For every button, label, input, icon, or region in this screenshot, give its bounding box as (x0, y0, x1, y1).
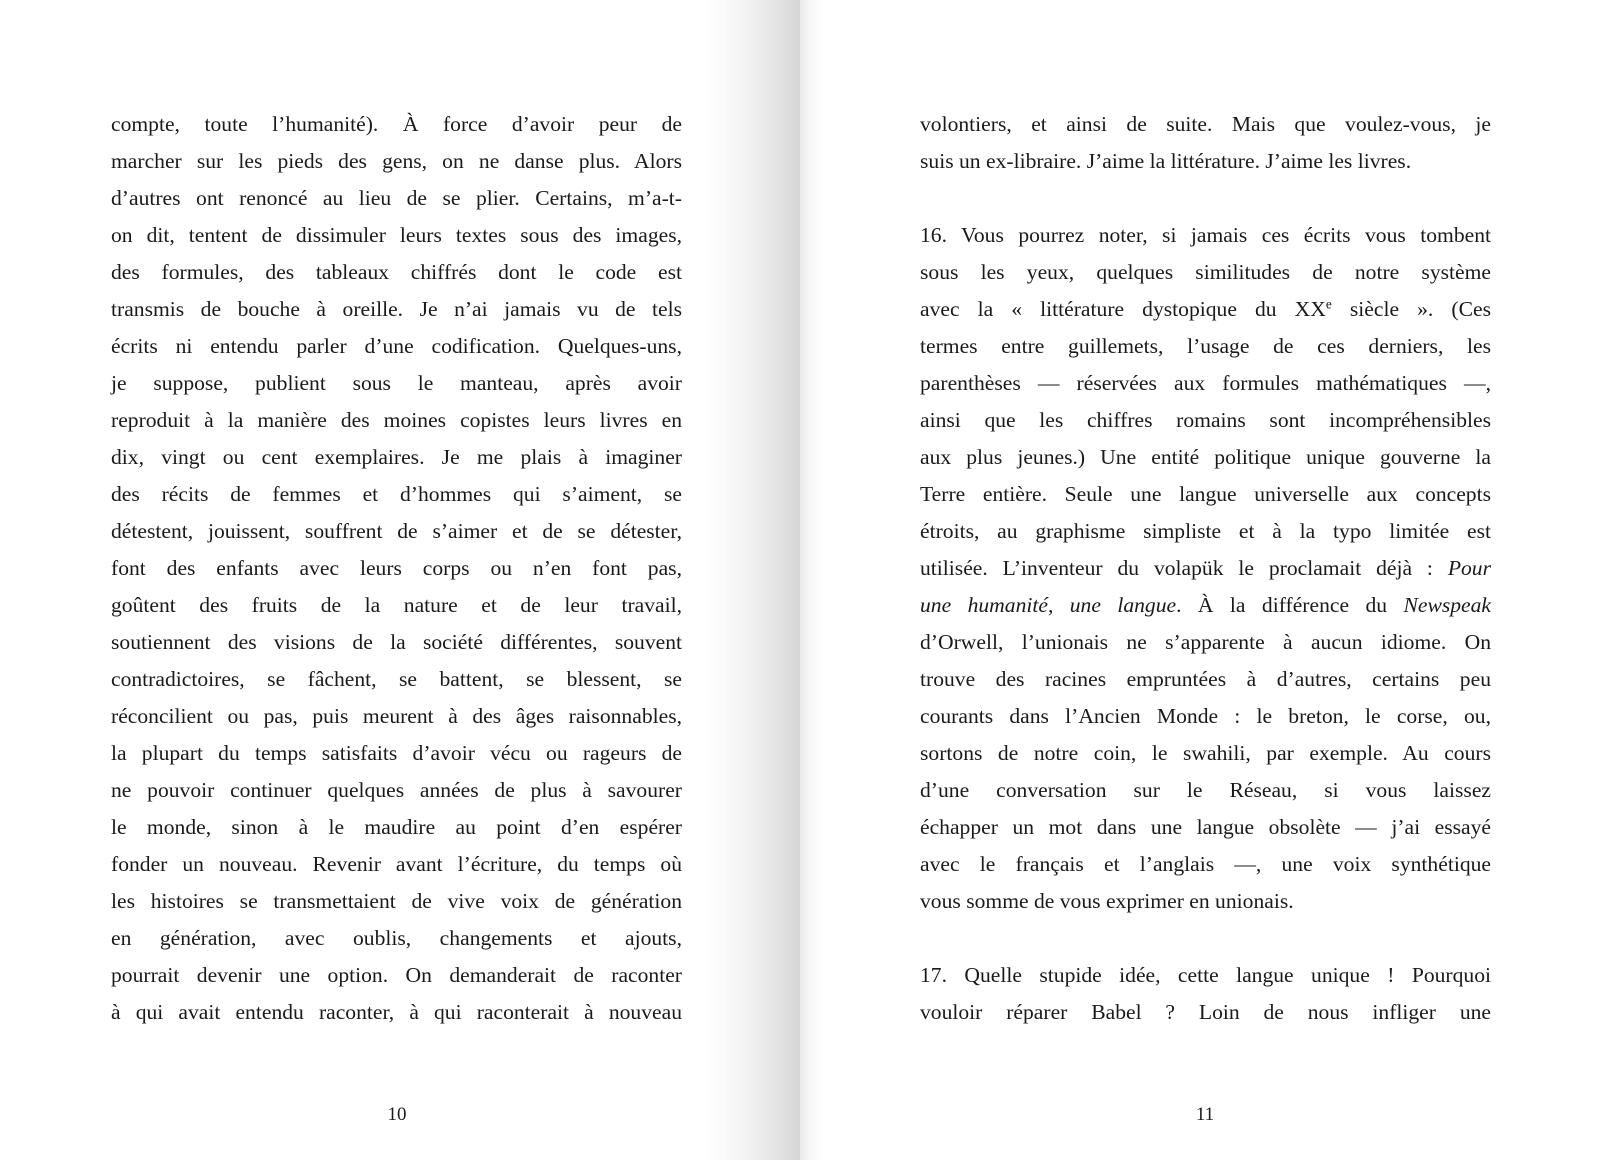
text-line: d’autres ont renoncé au lieu de se plier. Certains, m’a-t- (111, 186, 682, 210)
text-line: aux plus jeunes.) Une entité politique unique gouverne la (920, 445, 1491, 469)
text-line: d’une conversation sur le Réseau, si vous laissez (920, 778, 1491, 802)
text-line: soutiennent des visions de la société différentes, souvent (111, 630, 682, 654)
text-line: pourrait devenir une option. On demanderait de raconter (111, 963, 682, 987)
text-line: étroits, au graphisme simpliste et à la typo limitée est (920, 519, 1491, 543)
text-line: je suppose, publient sous le manteau, après avoir (111, 371, 682, 395)
text-line: vouloir réparer Babel ? Loin de nous infliger une (920, 1000, 1491, 1024)
text-segment: . À la différence du (1176, 593, 1404, 617)
right-page-text (920, 106, 1491, 1031)
text-line: ne pouvoir continuer quelques années de plus à savourer (111, 778, 682, 802)
text-line: le monde, sinon à le maudire au point d’en espérer (111, 815, 682, 839)
text-line: on dit, tentent de dissimuler leurs textes sous des images, (111, 223, 682, 247)
italic-segment: Newspeak (1403, 593, 1492, 617)
text-line: échapper un mot dans une langue obsolète — j’ai essayé (920, 815, 1491, 839)
text-line: sortons de notre coin, le swahili, par exemple. Au cours (920, 741, 1491, 765)
text-line: goûtent des fruits de la nature et de leur travail, (111, 593, 682, 617)
page-number-right: 11 (1195, 1104, 1215, 1125)
text-line: volontiers, et ainsi de suite. Mais que voulez-vous, je (920, 112, 1491, 136)
text-line: fonder un nouveau. Revenir avant l’écriture, du temps où (111, 852, 682, 876)
left-page-text (111, 106, 682, 1031)
text-line (920, 587, 1491, 624)
text-line: 16. Vous pourrez noter, si jamais ces écrits vous tombent (920, 223, 1491, 247)
text-line: détestent, jouissent, souffrent de s’aimer et de se détester, (111, 519, 682, 543)
text-line: dix, vingt ou cent exemplaires. Je me plais à imaginer (111, 445, 682, 469)
text-line: parenthèses — réservées aux formules mathématiques —, (920, 371, 1491, 395)
text-line: termes entre guillemets, l’usage de ces derniers, les (920, 334, 1491, 358)
text-line: courants dans l’Ancien Monde : le breton, le corse, ou, (920, 704, 1491, 728)
text-line: avec le français et l’anglais —, une voix synthétique (920, 852, 1491, 876)
text-line (920, 291, 1491, 328)
superscript: e (1325, 296, 1332, 312)
text-line: d’Orwell, l’unionais ne s’apparente à aucun idiome. On (920, 630, 1491, 654)
text-line: réconcilient ou pas, puis meurent à des âges raisonnables, (111, 704, 682, 728)
text-line: 17. Quelle stupide idée, cette langue unique ! Pourquoi (920, 963, 1491, 987)
text-line: la plupart du temps satisfaits d’avoir vécu ou rageurs de (111, 741, 682, 765)
page-number-left: 10 (387, 1104, 407, 1125)
italic-segment: une humanité, une langue (920, 593, 1177, 617)
text-line: font des enfants avec leurs corps ou n’en font pas, (111, 556, 682, 580)
text-segment: avec la « littérature dystopique du XX (920, 297, 1326, 321)
text-line: marcher sur les pieds des gens, on ne danse plus. Alors (111, 149, 682, 173)
text-segment: siècle ». (Ces (1331, 297, 1491, 321)
text-line: Terre entière. Seule une langue universelle aux concepts (920, 482, 1491, 506)
text-line: contradictoires, se fâchent, se battent, se blessent, se (111, 667, 682, 691)
text-line: suis un ex-libraire. J’aime la littérature. J’aime les livres. (920, 149, 1412, 173)
paragraph-gap (920, 920, 1491, 957)
text-line (920, 550, 1491, 587)
text-line: trouve des racines empruntées à d’autres, certains peu (920, 667, 1491, 691)
text-line: des formules, des tableaux chiffrés dont le code est (111, 260, 682, 284)
text-line: vous somme de vous exprimer en unionais. (920, 889, 1294, 913)
text-line: des récits de femmes et d’hommes qui s’aiment, se (111, 482, 682, 506)
italic-segment: Pour (1447, 556, 1491, 580)
text-line: reproduit à la manière des moines copistes leurs livres en (111, 408, 682, 432)
paragraph-gap (920, 180, 1491, 217)
text-line: écrits ni entendu parler d’une codification. Quelques-uns, (111, 334, 682, 358)
text-line: compte, toute l’humanité). À force d’avoir peur de (111, 112, 682, 136)
text-line: transmis de bouche à oreille. Je n’ai jamais vu de tels (111, 297, 682, 321)
text-segment: utilisée. L’inventeur du volapük le proclamait déjà : (920, 556, 1448, 580)
right-page (800, 0, 1600, 1160)
text-line: sous les yeux, quelques similitudes de notre système (920, 260, 1491, 284)
text-line: ainsi que les chiffres romains sont incompréhensibles (920, 408, 1491, 432)
text-line: les histoires se transmettaient de vive voix de génération (111, 889, 682, 913)
text-line: à qui avait entendu raconter, à qui raconterait à nouveau (111, 1000, 682, 1024)
text-line: en génération, avec oublis, changements et ajouts, (111, 926, 682, 950)
